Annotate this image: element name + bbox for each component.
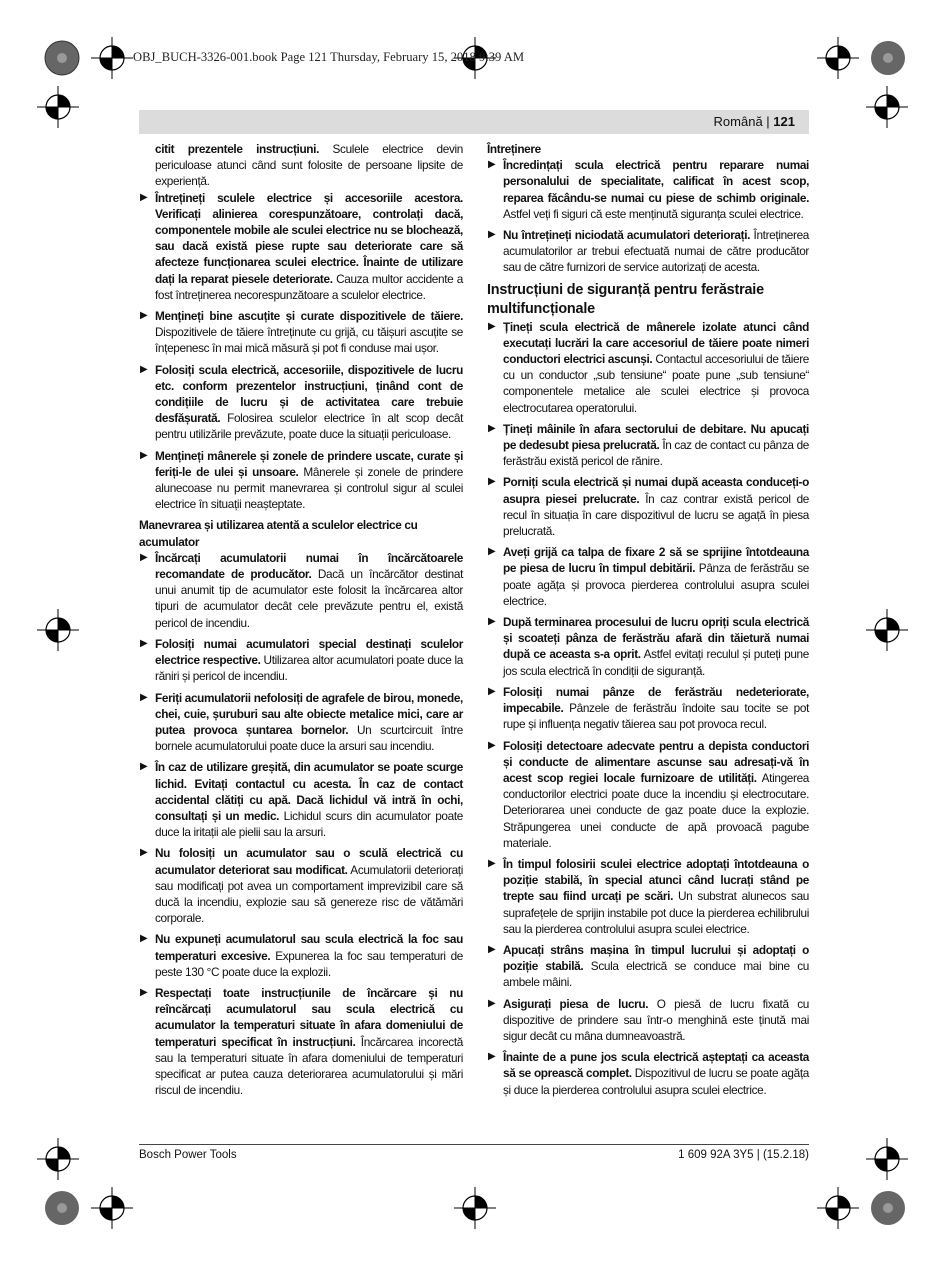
crosshair-right-lower (866, 1138, 908, 1180)
safety-bullet (487, 614, 809, 679)
continuation-text: Sculele electrice devin periculoase atunci când sunt folosite de persoane lipsite de experiență. (155, 142, 463, 189)
crosshair-bottom-right (817, 1187, 859, 1229)
safety-bullet (487, 227, 809, 276)
bullet-bold: Folosiți numai pânze de ferăstrău nedeteriorate, impecabile. (503, 684, 809, 716)
crosshair-bottom-center (454, 1187, 496, 1229)
crosshair-left-middle (37, 609, 79, 651)
bullet-triangle-icon: ▶ (488, 997, 496, 1009)
bullet-triangle-icon: ▶ (140, 449, 148, 461)
bullet-bold: Folosiți detectoare adecvate pentru a depista conductori și conducte de alimentare ascunse sau adresați-vă în acest scop regiei locale furnizoare de utilități. (503, 738, 809, 785)
crosshair-top-right (817, 37, 859, 79)
page-header (714, 114, 795, 129)
bullet-text: În caz contrar există pericol de recul în situația în care dispozitivul de lucru se agață în piesa prelucrată. (503, 491, 809, 539)
bullet-bold: Respectați toate instrucțiunile de încărcare și nu reîncărcați acumulatorul sau scula electrică cu acumulator la temperaturi situate în afara domeniului de temperaturi specificat în instrucțiuni. (155, 985, 463, 1049)
safety-bullet (487, 856, 809, 937)
bullet-bold: Înainte de a pune jos scula electrică așteptați ca aceasta să se oprească complet. (503, 1050, 809, 1081)
continuation-bold: citit prezentele instrucțiuni. (155, 142, 320, 156)
bullet-bold: Folosiți scula electrică, accesoriile, dispozitivele de lucru etc. conform prezentelor instrucțiuni, ținând cont de condițiile de lucru și de activitatea care trebuie desfășurată. (155, 362, 463, 426)
bullet-text: În caz de contact cu pânza de ferăstrău există pericol de rănire. (503, 438, 809, 469)
safety-bullet (139, 845, 463, 926)
bullet-bold: Aveți grijă ca talpa de fixare 2 să se sprijine întotdeauna pe piesa de lucru în timpul debitării. (503, 545, 809, 576)
bullet-triangle-icon: ▶ (488, 685, 496, 697)
bullet-bold: Feriți acumulatorii nefolosiți de agrafele de birou, monede, chei, cuie, șuruburi sau alte obiecte metalice mici, care ar putea provoca șuntarea bornelor. (155, 690, 463, 737)
bullet-text: Pânzele de ferăstrău îndoite sau tocite se pot rupe și influența negativ tăierea sau pot provoca recul. (503, 701, 809, 732)
bullet-text: Întreținerea acumulatorilor ar trebui efectuată numai de către producător sau de către furnizori de service autorizați de acesta. (503, 228, 810, 275)
bullet-triangle-icon: ▶ (140, 847, 148, 859)
safety-bullet (487, 1049, 809, 1098)
safety-bullet (139, 690, 463, 755)
safety-bullet (139, 931, 463, 980)
bullet-bold: Nu folosiți un acumulator sau o sculă electrică cu acumulator deteriorat sau modificat. (155, 846, 463, 877)
header-separator: | (762, 114, 774, 129)
bullet-bold: Încredințați scula electrică pentru reparare numai personalului de specialitate, calificat în acest scop, reparea făcându-se numai cu piese de schimb originale. (503, 158, 809, 205)
section-subheading-battery: Manevrarea și utilizarea atentă a sculelor electrice cu acumulator (139, 518, 418, 549)
crosshair-top-left (91, 37, 133, 79)
right-column (487, 141, 809, 1103)
bullet-bold: Apucați strâns mașina în timpul lucrului și adoptați o poziție stabilă. (503, 942, 809, 974)
bullet-text: O piesă de lucru fixată cu dispozitive de prindere sau într-o menghină este ținută mai sigur decât cu mâna dumneavoastră. (503, 996, 809, 1043)
crosshair-left-upper (37, 86, 79, 128)
bullet-text: Cauza multor accidente a fost întreținerea necorespunzătoare a sculelor electrice. (155, 271, 463, 302)
bullet-text: Scula electrică se conduce mai bine cu ambele mâini. (503, 959, 809, 990)
bullet-bold: Mențineți mânerele și zonele de prindere uscate, curate și feriți-le de ulei și unsoare. (155, 448, 463, 479)
bullet-triangle-icon: ▶ (488, 320, 496, 332)
registration-mark-top-left-corner (42, 38, 82, 78)
bullet-triangle-icon: ▶ (140, 191, 148, 203)
safety-bullet (139, 448, 463, 513)
bullet-triangle-icon: ▶ (140, 986, 148, 998)
bullet-triangle-icon: ▶ (488, 476, 496, 488)
footer-doc-code: 1 609 92A 3Y5 | (15.2.18) (678, 1149, 809, 1161)
bullet-triangle-icon: ▶ (140, 310, 148, 322)
bullet-text: Folosirea sculelor electrice în alt scop decât pentru utilizările prevăzute, poate duce la situații periculoase. (155, 411, 463, 442)
safety-bullet (139, 550, 463, 631)
bullet-triangle-icon: ▶ (488, 616, 496, 628)
bullet-triangle-icon: ▶ (488, 546, 496, 558)
safety-bullet (139, 308, 463, 357)
registration-mark-bottom-right-corner (868, 1188, 908, 1228)
bullet-text: Contactul accesoriului de tăiere cu un conductor „sub tensiune“ poate pune „sub tensiune“ componentele metalice ale sculei electrice și provoca electrocutarea operatorului. (503, 352, 809, 415)
section-subheading-maintenance: Întreținere (487, 142, 541, 156)
bullet-bold: Folosiți numai acumulatori special destinați sculelor electrice respective. (155, 636, 463, 668)
safety-bullet (139, 985, 463, 1098)
crosshair-left-lower (37, 1138, 79, 1180)
bullet-triangle-icon: ▶ (488, 229, 496, 241)
print-info-line: OBJ_BUCH-3326-001.book Page 121 Thursday, February 15, 2018 9:39 AM (133, 50, 525, 64)
bullet-triangle-icon: ▶ (140, 761, 148, 773)
safety-bullet (487, 157, 809, 222)
registration-mark-top-right-corner (868, 38, 908, 78)
bullet-bold: În timpul folosirii sculei electrice adoptați întotdeauna o poziție stabilă, în special atunci când lucrați stând pe trepte sau fiind urcați pe scări. (503, 856, 809, 904)
page-number: 121 (773, 114, 795, 129)
bullet-triangle-icon: ▶ (488, 943, 496, 955)
bullet-text: Mânerele și zonele de prindere alunecoase nu permit manevrarea și controlul sigur al sculei electrice în situații neașteptate. (155, 464, 464, 512)
bullet-triangle-icon: ▶ (140, 637, 148, 649)
registration-mark-bottom-left-corner (42, 1188, 82, 1228)
crosshair-right-middle (866, 609, 908, 651)
safety-bullet (139, 362, 463, 443)
safety-bullet (487, 738, 809, 851)
bullet-bold: Nu expuneți acumulatorul sau scula electrică la foc sau temperaturi excesive. (155, 932, 463, 963)
safety-bullet (139, 636, 463, 685)
bullet-text: Un scurtcircuit între bornele acumulatorului poate duce la arsuri sau incendiu. (155, 722, 463, 754)
bullet-text: Acumulatorii deteriorați sau modificați pot avea un comportament imprevizibil care să ducă la incendiu, explozie sau să genereze risc de vătămări corporale. (155, 862, 463, 926)
bullet-bold: Porniți scula electrică și numai după aceasta conduceți-o asupra piesei prelucrate. (503, 475, 809, 506)
left-column (139, 141, 463, 1103)
crosshair-right-upper (866, 86, 908, 128)
safety-bullet (487, 544, 809, 609)
bullet-text: Utilizarea altor acumulatori poate duce la răniri și pericol de incendiu. (155, 653, 463, 684)
section-heading-saws: Instrucțiuni de siguranță pentru ferăstraie multifuncționale (487, 281, 764, 317)
bullet-text: Atingerea conductorilor electrici poate duce la incendiu și electrocutare. Deteriorarea unei conducte de gaz poate duce la explozie. Străpungerea unei conducte de apă provoacă pagube materiale. (503, 770, 809, 850)
bullet-bold: Asigurați piesa de lucru. (503, 996, 649, 1011)
bullet-text: Încărcarea incorectă sau la temperaturi situate în afara domeniului de temperaturi specificat ar putea cauza deteriorarea acumulatorului și mări riscul de incendiu. (155, 1034, 463, 1098)
bullet-triangle-icon: ▶ (488, 422, 496, 434)
header-language: Română (713, 114, 763, 129)
bullet-text: Dispozitivul de lucru se poate agăța și duce la pierderea controlului asupra sculei electrice. (503, 1066, 809, 1097)
bullet-triangle-icon: ▶ (140, 551, 148, 563)
footer-divider (139, 1144, 809, 1145)
bullet-triangle-icon: ▶ (488, 739, 496, 751)
footer-brand: Bosch Power Tools (139, 1149, 237, 1161)
bullet-triangle-icon: ▶ (488, 857, 496, 869)
bullet-triangle-icon: ▶ (488, 159, 496, 171)
bullet-text: Pânza de ferăstrău se poate agăța și provoca pierderea controlului asupra sculei electrice. (503, 561, 809, 608)
bullet-text: Astfel veți fi siguri că este menținută siguranța sculei electrice. (503, 206, 804, 221)
bullet-bold: Întrețineți sculele electrice și accesoriile acestora. Verificați alinierea corespunzătoare, controlați dacă, componentele mobile ale sculei electrice nu se blochează, sau dacă există piese rupte sau deteriorate care să afecteze funcționarea sculei electrice. Înainte de utilizare dați la reparat piesele deteriorate. (155, 190, 463, 286)
bullet-text: Dacă un încărcător destinat unui anumit tip de acumulator este folosit la încărcarea altor tipuri de acumulator decât cele prevăzute pentru el, există pericol de incendiu. (155, 567, 463, 630)
page-header-bar (139, 110, 809, 134)
bullet-triangle-icon: ▶ (140, 933, 148, 945)
bullet-bold: Mențineți bine ascuțite și curate dispozitivele de tăiere. (155, 309, 463, 324)
bullet-text: Astfel evitați reculul și puteți pune jos scula electrică în condiții de siguranță. (503, 647, 809, 678)
bullet-triangle-icon: ▶ (488, 1051, 496, 1063)
safety-bullet (487, 421, 809, 470)
continuation-paragraph (139, 141, 463, 190)
bullet-bold: Țineți scula electrică de mânerele izolate atunci când executați lucrări la care accesoriul de tăiere poate nimeri conductori electrici ascunși. (503, 319, 809, 367)
bullet-bold: După terminarea procesului de lucru opriți scula electrică și scoateți pânza de ferăstrău afară din tăietură numai după ce aceasta s-a oprit. (503, 615, 809, 662)
safety-bullet (487, 996, 809, 1045)
safety-bullet (139, 190, 463, 303)
bullet-triangle-icon: ▶ (140, 363, 148, 375)
bullet-text: Expunerea la foc sau temperaturi de peste 130 °C poate duce la explozii. (155, 948, 464, 979)
bullet-bold: În caz de utilizare greșită, din acumulator se poate scurge lichid. Evitați contactul cu acesta. În caz de contact accidental clătiți cu apă. Dacă lichidul vă intră în ochi, consultați și un medic. (155, 760, 463, 823)
bullet-text: Un substrat alunecos sau suprafețele de sprijin instabile pot duce la pierderea echilibrului sau la pierderea controlului asupra sculei electrice. (503, 889, 809, 936)
safety-bullet (139, 759, 463, 840)
safety-bullet (487, 942, 809, 991)
safety-bullet (487, 319, 809, 416)
bullet-triangle-icon: ▶ (140, 691, 148, 703)
bullet-text: Lichidul scurs din acumulator poate duce la iritații ale pielii sau la arsuri. (155, 808, 463, 840)
crosshair-bottom-left (91, 1187, 133, 1229)
safety-bullet (487, 684, 809, 733)
bullet-bold: Țineți mâinile în afara sectorului de debitare. Nu apucați pe dedesubt piesa prelucrată. (503, 421, 809, 453)
bullet-text: Dispozitivele de tăiere întreținute cu grijă, cu tăișuri ascuțite se înțepenesc în mai mică măsură și pot fi conduse mai ușor. (155, 325, 463, 356)
bullet-bold: Nu întrețineți niciodată acumulatori deteriorați. (503, 228, 751, 243)
safety-bullet (487, 474, 809, 539)
bullet-bold: Încărcați acumulatorii numai în încărcătoarele recomandate de producător. (155, 550, 463, 582)
